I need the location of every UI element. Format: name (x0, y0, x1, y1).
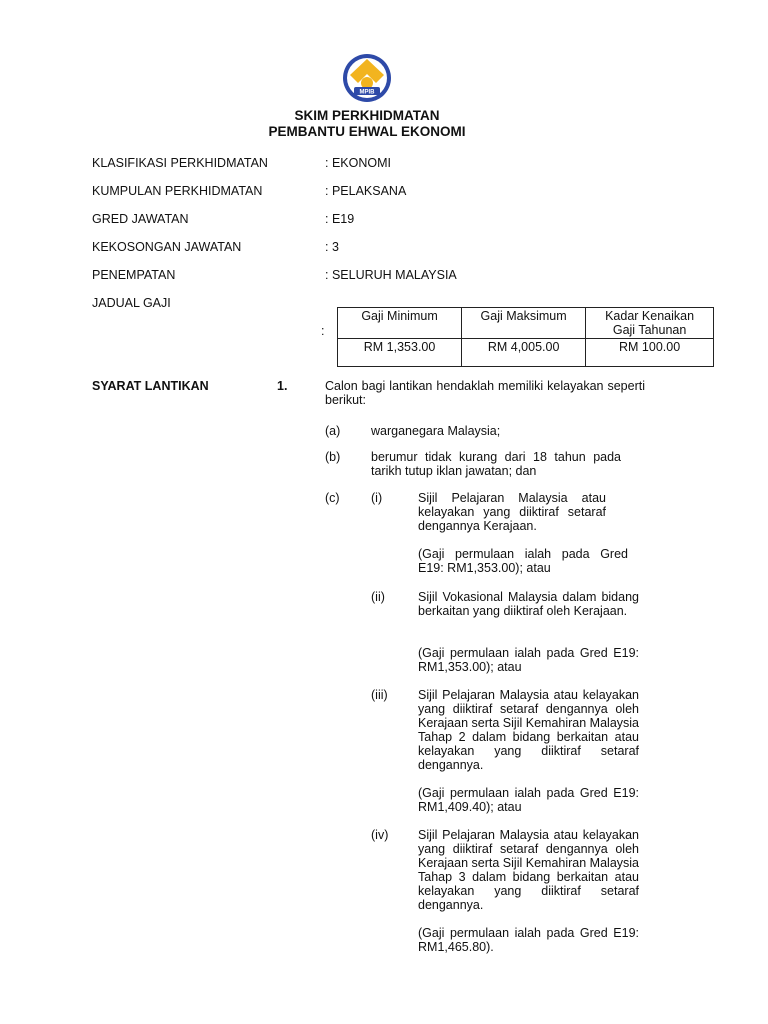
syarat-intro: Calon bagi lantikan hendaklah memiliki kelayakan seperti berikut: (325, 379, 645, 407)
field-value-penempatan: : SELURUH MALAYSIA (325, 268, 457, 282)
salary-table (337, 307, 714, 367)
field-value-klasifikasi: : EKONOMI (325, 156, 391, 170)
item-a-marker: (a) (325, 424, 341, 438)
item-c-ii-note: (Gaji permulaan ialah pada Gred E19: RM1,353.00); atau (418, 646, 639, 674)
item-a-text: warganegara Malaysia; (371, 424, 501, 438)
item-c-iii-text: Sijil Pelajaran Malaysia atau kelayakan yang diiktiraf setaraf dengannya oleh Kerajaan serta Sijil Kemahiran Malaysia Tahap 2 dalam bidang berkaitan atau kelayakan yang diiktiraf setaraf dengannya. (418, 688, 639, 772)
salary-header-increment: Kadar Kenaikan Gaji Tahunan (586, 308, 714, 339)
syarat-label: SYARAT LANTIKAN (92, 379, 209, 393)
item-b-marker: (b) (325, 450, 341, 464)
item-c-ii-text: Sijil Vokasional Malaysia dalam bidang berkaitan yang diiktiraf oleh Kerajaan. (418, 590, 639, 618)
field-label-gred: GRED JAWATAN (92, 212, 189, 226)
field-value-kekosongan: : 3 (325, 240, 339, 254)
item-c-iv-text: Sijil Pelajaran Malaysia atau kelayakan yang diiktiraf setaraf dengannya oleh Kerajaan serta Sijil Kemahiran Malaysia Tahap 3 dalam bidang berkaitan atau kelayakan yang diiktiraf setaraf dengannya. (418, 828, 639, 912)
salary-header-row (338, 308, 714, 339)
item-c-iii-note: (Gaji permulaan ialah pada Gred E19: RM1,409.40); atau (418, 786, 639, 814)
salary-value-min: RM 1,353.00 (338, 339, 462, 367)
item-c-iii-marker: (iii) (371, 688, 388, 702)
field-label-kumpulan: KUMPULAN PERKHIDMATAN (92, 184, 263, 198)
item-c-ii-marker: (ii) (371, 590, 385, 604)
field-label-klasifikasi: KLASIFIKASI PERKHIDMATAN (92, 156, 268, 170)
field-value-jadual-gaji: : (321, 324, 325, 338)
salary-value-max: RM 4,005.00 (462, 339, 586, 367)
doc-subtitle: PEMBANTU EHWAL EKONOMI (268, 124, 466, 139)
field-label-penempatan: PENEMPATAN (92, 268, 176, 282)
field-label-jadual-gaji: JADUAL GAJI (92, 296, 171, 310)
svg-text:MPIB: MPIB (359, 89, 375, 96)
item-c-marker: (c) (325, 491, 340, 505)
salary-header-min: Gaji Minimum (338, 308, 462, 339)
item-c-i-text: Sijil Pelajaran Malaysia atau kelayakan yang diiktiraf setaraf dengannya Kerajaan. (418, 491, 606, 533)
doc-title: SKIM PERKHIDMATAN (294, 108, 440, 123)
syarat-number: 1. (277, 379, 288, 393)
salary-value-row (338, 339, 714, 367)
item-c-i-marker: (i) (371, 491, 383, 505)
item-c-i-note: (Gaji permulaan ialah pada Gred E19: RM1,353.00); atau (418, 547, 628, 575)
item-c-iv-marker: (iv) (371, 828, 389, 842)
salary-value-increment: RM 100.00 (586, 339, 714, 367)
salary-header-max: Gaji Maksimum (462, 308, 586, 339)
field-value-gred: : E19 (325, 212, 355, 226)
item-b-text: berumur tidak kurang dari 18 tahun pada tarikh tutup iklan jawatan; dan (371, 450, 621, 478)
mpib-logo (342, 53, 392, 103)
item-c-iv-note: (Gaji permulaan ialah pada Gred E19: RM1,465.80). (418, 926, 639, 954)
field-label-kekosongan: KEKOSONGAN JAWATAN (92, 240, 242, 254)
field-value-kumpulan: : PELAKSANA (325, 184, 407, 198)
